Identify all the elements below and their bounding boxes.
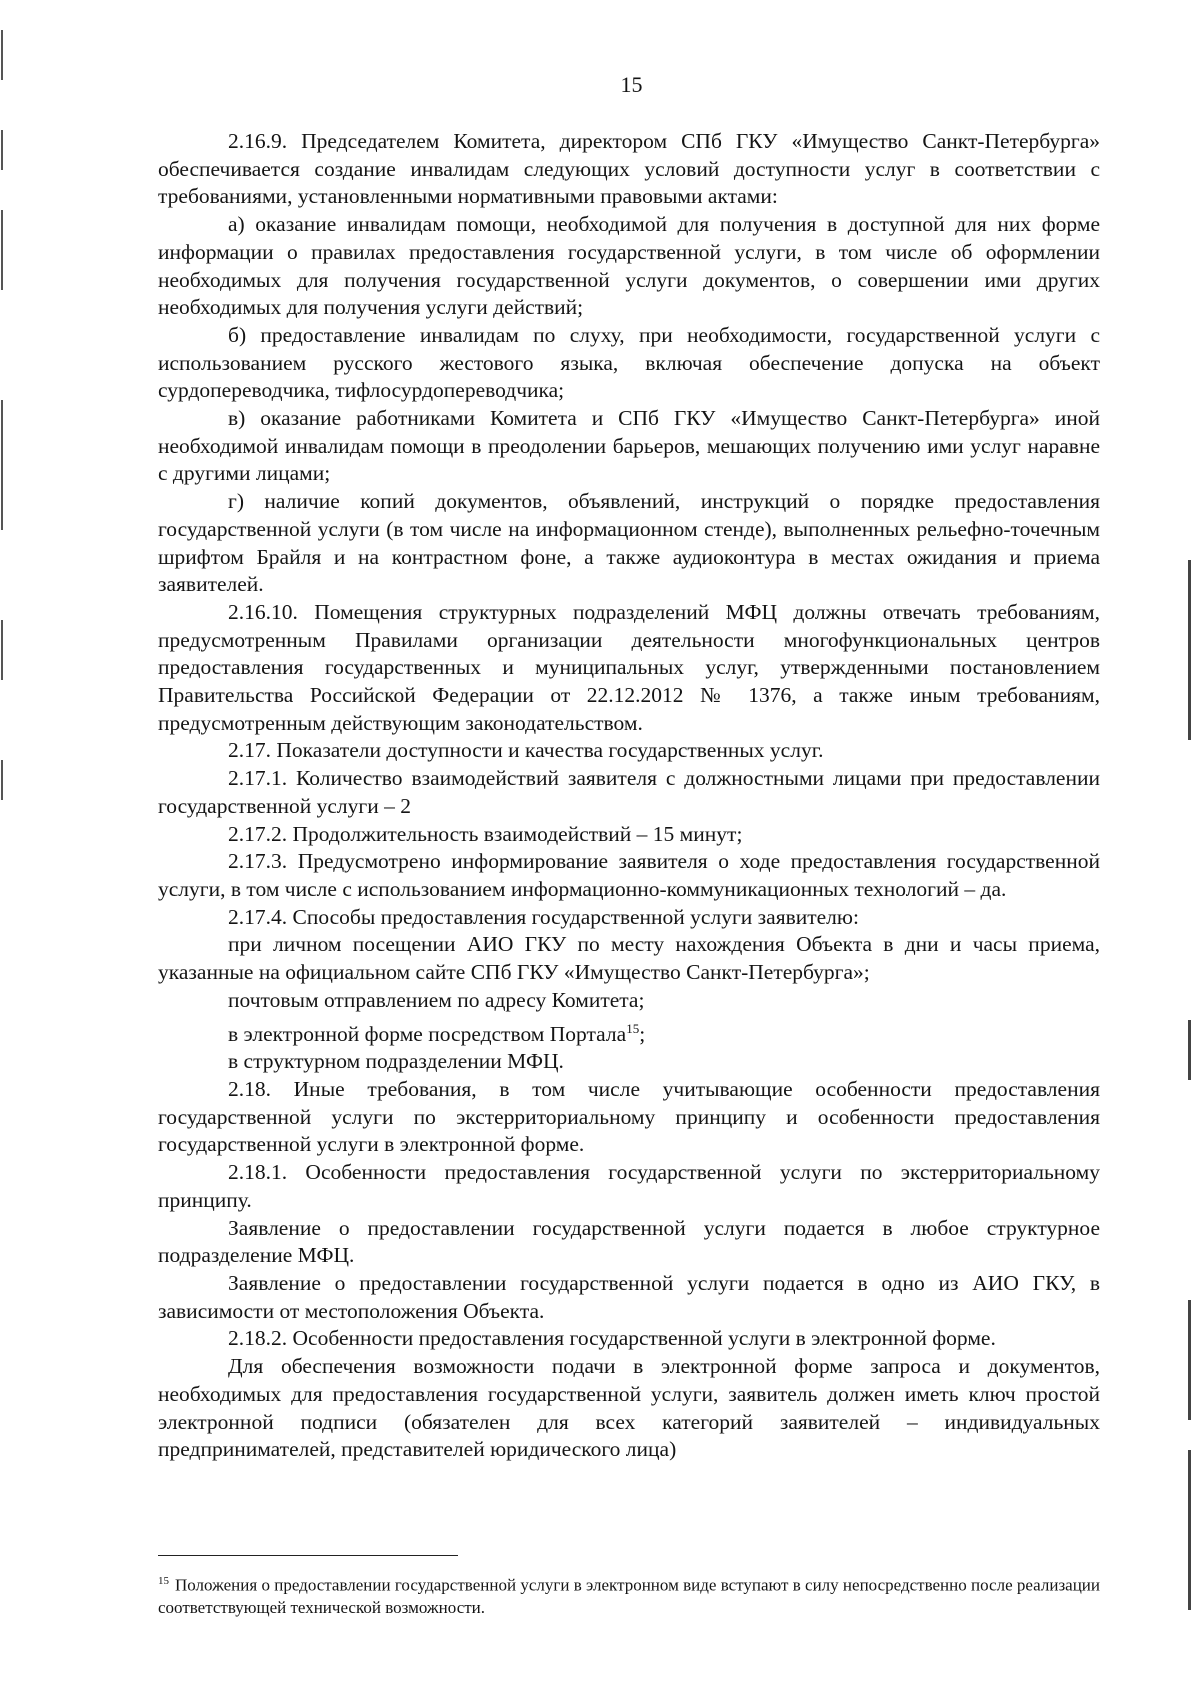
paragraph-2-17-4: 2.17.4. Способы предоставления государственной услуги заявителю: bbox=[228, 904, 859, 929]
footnote-number: 15 bbox=[158, 1575, 169, 1587]
paragraph-2-17-3: 2.17.3. Предусмотрено информирование заявителя о ходе предоставления государственной услуги, в том числе с использованием информационно-коммуникационных технологий – да. bbox=[158, 849, 1100, 901]
paragraph-postal: почтовым отправлением по адресу Комитета; bbox=[228, 987, 645, 1012]
footnote-text: Положения о предоставлении государственной услуги в электронном виде вступают в силу непосредственно после реализации соответствующей технической возможности. bbox=[158, 1575, 1100, 1618]
footnote-reference: 15 bbox=[626, 1020, 640, 1036]
paragraph-electronic-end: ; bbox=[639, 1021, 646, 1046]
paragraph-2-16-10: 2.16.10. Помещения структурных подразделений МФЦ должны отвечать требованиям, предусмотренным Правилами организации деятельности многофункциональных центров предоставления государственных и муниципальных услуг, утвержденными постановлением Правительства Российской Федерации от 22.12.2012 № 1376, а также иным требованиям, предусмотренным действующим законодательством. bbox=[158, 599, 1100, 735]
paragraph-2-18-1: 2.18.1. Особенности предоставления государственной услуги по экстерриториальному принципу. bbox=[158, 1160, 1100, 1212]
paragraph-any-mfc: Заявление о предоставлении государственной услуги подается в любое структурное подразделение МФЦ. bbox=[158, 1215, 1100, 1268]
page-number: 15 bbox=[620, 72, 643, 97]
footnote-separator bbox=[158, 1555, 458, 1556]
document-body bbox=[158, 128, 1100, 1464]
paragraph-mfc: в структурном подразделении МФЦ. bbox=[228, 1049, 564, 1074]
paragraph-2-18-2: 2.18.2. Особенности предоставления государственной услуги в электронной форме. bbox=[228, 1326, 996, 1351]
paragraph-aio: Заявление о предоставлении государственной услуги подается в одно из АИО ГКУ, в зависимости от местоположения Объекта. bbox=[158, 1270, 1100, 1323]
paragraph-a: а) оказание инвалидам помощи, необходимой для получения в доступной для них форме информации о правилах предоставления государственной услуги, в том числе об оформлении необходимых для получения государственной услуги документов, о совершении ими других необходимых для получения услуги действий; bbox=[158, 212, 1100, 320]
paragraph-b: б) предоставление инвалидам по слуху, при необходимости, государственной услуги с использованием русского жестового языка, включая обеспечение допуска на объект сурдопереводчика, тифлосурдопереводчика; bbox=[158, 322, 1100, 403]
paragraph-2-18: 2.18. Иные требования, в том числе учитывающие особенности предоставления государственной услуги по экстерриториальному принципу и особенности предоставления государственной услуги в электронной форме. bbox=[158, 1077, 1100, 1157]
paragraph-v: в) оказание работниками Комитета и СПб ГКУ «Имущество Санкт-Петербурга» иной необходимой инвалидам помощи в преодолении барьеров, мешающих получению ими услуг наравне с другими лицами; bbox=[158, 406, 1100, 486]
paragraph-personal-visit: при личном посещении АИО ГКУ по месту нахождения Объекта в дни и часы приема, указанные на официальном сайте СПб ГКУ «Имущество Санкт-Петербурга»; bbox=[158, 932, 1100, 985]
paragraph-electronic-text: в электронной форме посредством Портала bbox=[228, 1021, 627, 1046]
paragraph-2-17: 2.17. Показатели доступности и качества государственных услуг. bbox=[228, 738, 824, 763]
paragraph-2-17-2: 2.17.2. Продолжительность взаимодействий – 15 минут; bbox=[228, 821, 743, 846]
scan-edge-left bbox=[0, 0, 5, 1696]
scan-edge-right bbox=[1187, 0, 1192, 1696]
paragraph-2-16-9: 2.16.9. Председателем Комитета, директором СПб ГКУ «Имущество Санкт-Петербурга» обеспечивается создание инвалидам следующих условий доступности услуг в соответствии с требованиями, установленными нормативными правовыми актами: bbox=[158, 129, 1100, 209]
footnote bbox=[158, 1570, 1100, 1620]
paragraph-signature-key: Для обеспечения возможности подачи в электронной форме запроса и документов, необходимых для предоставления государственной услуги, заявитель должен иметь ключ простой электронной подписи (обязателен для всех категорий заявителей – индивидуальных предпринимателей, представителей юридического лица) bbox=[158, 1354, 1100, 1462]
paragraph-2-17-1: 2.17.1. Количество взаимодействий заявителя с должностными лицами при предоставлении государственной услуги – 2 bbox=[158, 766, 1100, 818]
paragraph-g: г) наличие копий документов, объявлений, инструкций о порядке предоставления государственной услуги (в том числе на информационном стенде), выполненных рельефно-точечным шрифтом Брайля и на контрастном фоне, а также аудиоконтура в местах ожидания и приема заявителей. bbox=[158, 489, 1100, 597]
paragraph-electronic bbox=[158, 1015, 1100, 1049]
